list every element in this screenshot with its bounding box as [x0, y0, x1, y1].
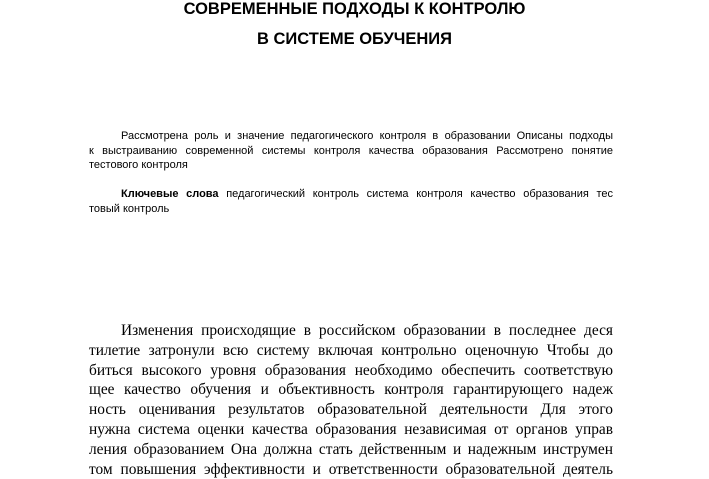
body-line: щее качество обучения и объективность контроля гарантирующего надеж [89, 381, 613, 399]
body-paragraph [89, 321, 613, 479]
keywords-line [89, 187, 613, 202]
keywords-line: товый контроль [89, 202, 170, 215]
body-line: Изменения происходящие в российском образовании в последнее деся [121, 322, 613, 339]
keywords-text: педагогический контроль система контроля качество образования тес [218, 188, 613, 200]
body-line: тилетие затронули всю систему включая контрольно оценочную Чтобы до [89, 341, 613, 359]
body-line: ность оценивания результатов образовательной деятельности Для этого [89, 401, 613, 419]
keywords-label: Ключевые слова [121, 188, 219, 200]
body-line: том повышения эффективности и ответственности образовательной деятель [89, 460, 613, 478]
abstract-line: тестового контроля [89, 159, 188, 171]
abstract-line: Рассмотрена роль и значение педагогического контроля в образовании Описаны подходы [121, 130, 613, 142]
paper-title-line-1: СОВРЕМЕННЫЕ ПОДХОДЫ К КОНТРОЛЮ [183, 0, 526, 18]
body-line: ления образованием Она должна стать действенным и надежным инструмен [89, 440, 613, 458]
keywords [89, 187, 613, 216]
body-line: нужна система оценки качества образования независимая от органов управ [89, 420, 613, 438]
abstract [89, 129, 613, 173]
abstract-line: к выстраиванию современной системы контроля качества образования Рассмотрено понятие [89, 144, 613, 157]
body-line: биться высокого уровня образования необходимо обеспечить соответствую [89, 361, 613, 379]
paper-title-line-2: В СИСТЕМЕ ОБУЧЕНИЯ [257, 30, 452, 48]
